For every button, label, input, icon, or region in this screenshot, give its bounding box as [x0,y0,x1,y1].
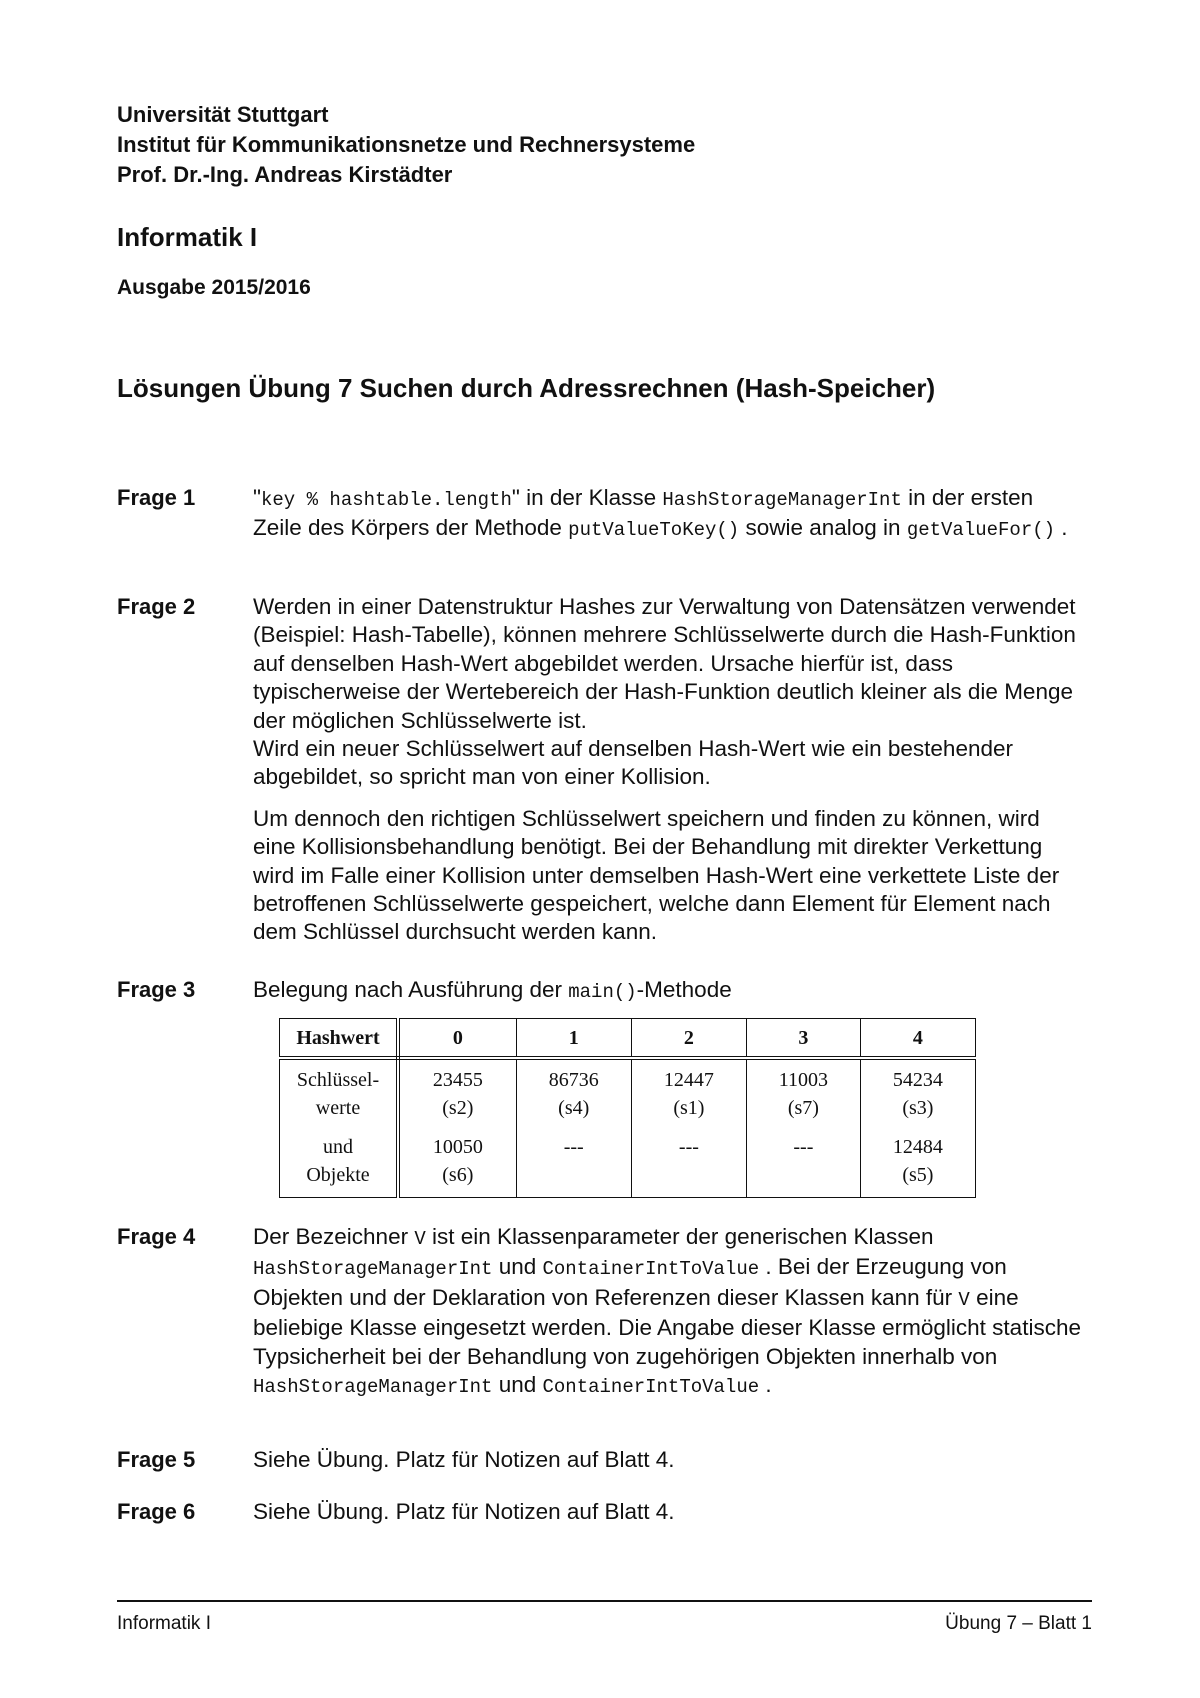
answer-text: . [759,1372,772,1398]
answer-text: . Bei der Erzeugung von Objekten und der Deklaration von Referenzen dieser Klassen kann für [253,1254,1007,1310]
answer-text: ist ein Klassenparameter der generischen Klassen [425,1224,934,1249]
code-identifier: V [414,1228,426,1250]
code-identifier: key % hashtable.length [261,489,512,511]
answer-text: eine beliebige Klasse eingesetzt werden. Die Angabe dieser Klasse ermöglicht statische Typsicherheit bei der Behandlung von zugehörigen Objekten innerhalb von [253,1284,1081,1369]
table-cell: 11003 (s7) [747,1058,861,1130]
answer-text: " [253,485,261,510]
course-title: Informatik I [117,222,258,252]
question-answer-4 [253,1223,1088,1401]
page-title: Lösungen Übung 7 Suchen durch Adressrechnen (Hash-Speicher) [117,373,936,403]
code-identifier: V [958,1288,970,1311]
footer-course: Informatik I [117,1613,211,1634]
professor-name: Prof. Dr.-Ing. Andreas Kirstädter [117,162,453,187]
answer-text: -Methode [636,977,732,1002]
document-header [117,100,695,190]
question-answer-5: Siehe Übung. Platz für Notizen auf Blatt 4. [253,1447,675,1472]
header-cell: Hashwert [280,1019,399,1059]
table-cell: --- [631,1130,746,1198]
hash-table-row [280,1130,976,1198]
institute-name: Institut für Kommunikationsnetze und Rechnersysteme [117,132,696,157]
footer-sheet: Übung 7 – Blatt 1 [945,1613,1092,1634]
code-identifier: getValueFor() [906,519,1056,542]
hash-table-header-row [280,1019,976,1059]
question-label-1: Frage 1 [117,485,196,510]
question-answer-3 [253,976,1088,1006]
header-cell: 1 [516,1019,631,1059]
row-label-cell: und Objekte [280,1130,399,1198]
answer-2-paragraph-1: Werden in einer Datenstruktur Hashes zur Verwaltung von Datensätzen verwendet (Beispiel: Hash-Tabelle), können mehrere Schlüsselwerte durch die Hash-Funktion auf denselben Hash-Wert abgebildet werden. Ursache hierfür ist, dass typischerweise der Wertebereich der Hash-Funktion deutlich kleiner als die Menge der möglichen Schlüsselwerte ist. Wird ein neuer Schlüsselwert auf denselben Hash-Wert wie ein bestehender abgebildet, so spricht man von einer Kollision. [253,594,1076,790]
answer-2-paragraph-2: Um dennoch den richtigen Schlüsselwert speichern und finden zu können, wird eine Kollisionsbehandlung benötigt. Bei der Behandlung mit direkter Verkettung wird im Falle einer Kollision unter demselben Hash-Wert eine verkettete Liste der betroffenen Schlüsselwerte gespeichert, welche dann Element für Element nach dem Schlüssel durchsucht werden kann. [253,805,1060,945]
header-cell: 0 [398,1019,516,1059]
answer-text: Belegung nach Ausführung der [253,977,569,1002]
edition-label: Ausgabe 2015/2016 [117,276,311,299]
table-cell: 86736 (s4) [516,1058,631,1130]
table-cell: 54234 (s3) [860,1058,975,1130]
code-identifier: ContainerIntToValue [542,1258,760,1281]
answer-text: sowie analog in [739,515,907,541]
question-label-3: Frage 3 [117,977,196,1002]
code-identifier: ContainerIntToValue [542,1376,760,1399]
code-identifier: HashStorageManagerInt [253,1376,493,1399]
question-answer-2 [253,593,1088,947]
table-cell: --- [747,1130,861,1198]
answer-text: und [492,1372,543,1398]
code-identifier: HashStorageManagerInt [253,1258,493,1281]
answer-text: . [1055,515,1068,541]
table-cell: 10050 (s6) [398,1130,516,1198]
header-cell: 2 [631,1019,746,1059]
answer-text: und [492,1254,543,1280]
row-label-cell: Schlüssel- werte [280,1058,399,1130]
footer-divider [117,1600,1092,1602]
question-answer-1 [253,484,1088,545]
question-label-4: Frage 4 [117,1224,196,1249]
question-label-6: Frage 6 [117,1499,196,1524]
header-cell: 3 [747,1019,861,1059]
table-cell: 12447 (s1) [631,1058,746,1130]
answer-text: Der Bezeichner [253,1224,415,1249]
hash-table-row [280,1058,976,1130]
table-cell: --- [516,1130,631,1198]
hash-table [279,1018,976,1198]
code-identifier: HashStorageManagerInt [662,489,902,511]
answer-text: in der ersten Zeile des Körpers der Methode [253,485,1034,541]
question-label-5: Frage 5 [117,1447,196,1472]
header-cell: 4 [860,1019,975,1059]
question-label-2: Frage 2 [117,594,196,619]
code-identifier: putValueToKey() [568,519,740,542]
university-name: Universität Stuttgart [117,102,329,127]
table-cell: 23455 (s2) [398,1058,516,1130]
table-cell: 12484 (s5) [860,1130,975,1198]
answer-text: " in der Klasse [511,485,663,510]
code-identifier: main() [568,981,637,1003]
question-answer-6: Siehe Übung. Platz für Notizen auf Blatt 4. [253,1499,675,1524]
